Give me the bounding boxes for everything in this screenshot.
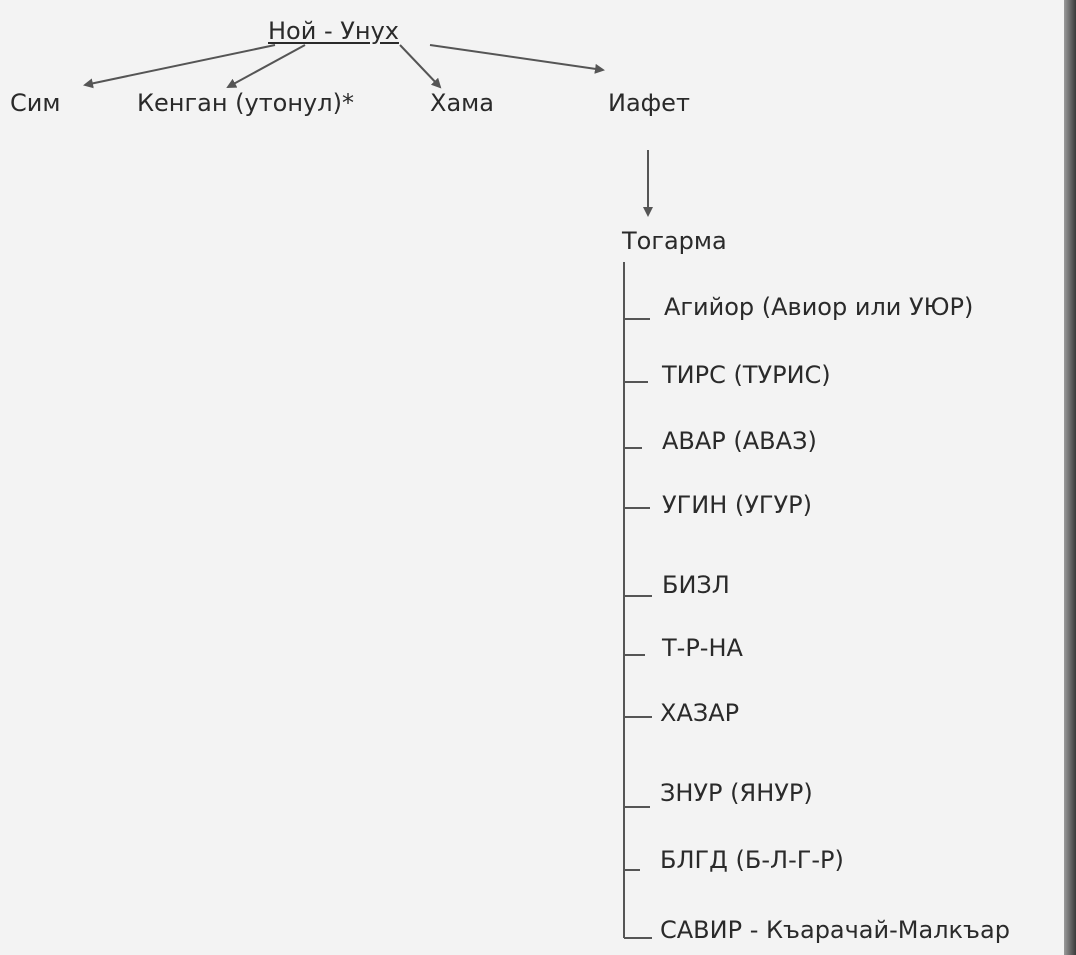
- son-node-hama: Хама: [430, 89, 494, 117]
- arrow-to-sim: [85, 45, 275, 85]
- arrow-to-hama: [400, 45, 440, 87]
- descendant-node: ЗНУР (ЯНУР): [660, 779, 813, 807]
- son-node-kengan: Кенган (утонул)*: [137, 89, 354, 117]
- grandson-node-togarma: Тогарма: [622, 227, 727, 255]
- son-node-iafet: Иафет: [608, 89, 690, 117]
- page-binding-edge: [1064, 0, 1076, 955]
- descendant-node: БИЗЛ: [662, 571, 730, 599]
- descendant-node: УГИН (УГУР): [662, 491, 812, 519]
- descendant-node: АВАР (АВАЗ): [662, 427, 817, 455]
- descendant-node: ХАЗАР: [660, 699, 740, 727]
- arrow-to-iafet: [430, 45, 603, 70]
- descendant-node: ТИРС (ТУРИС): [662, 361, 831, 389]
- descendant-node: САВИР - Къарачай-Малкъар: [660, 916, 1010, 944]
- arrow-to-kengan: [228, 45, 305, 87]
- descendant-node: Агийор (Авиор или УЮР): [664, 293, 974, 321]
- son-node-sim: Сим: [10, 89, 61, 117]
- descendant-node: Т-Р-НА: [662, 634, 743, 662]
- descendant-node: БЛГД (Б-Л-Г-Р): [660, 846, 844, 874]
- root-node: Ной - Унух: [268, 17, 399, 45]
